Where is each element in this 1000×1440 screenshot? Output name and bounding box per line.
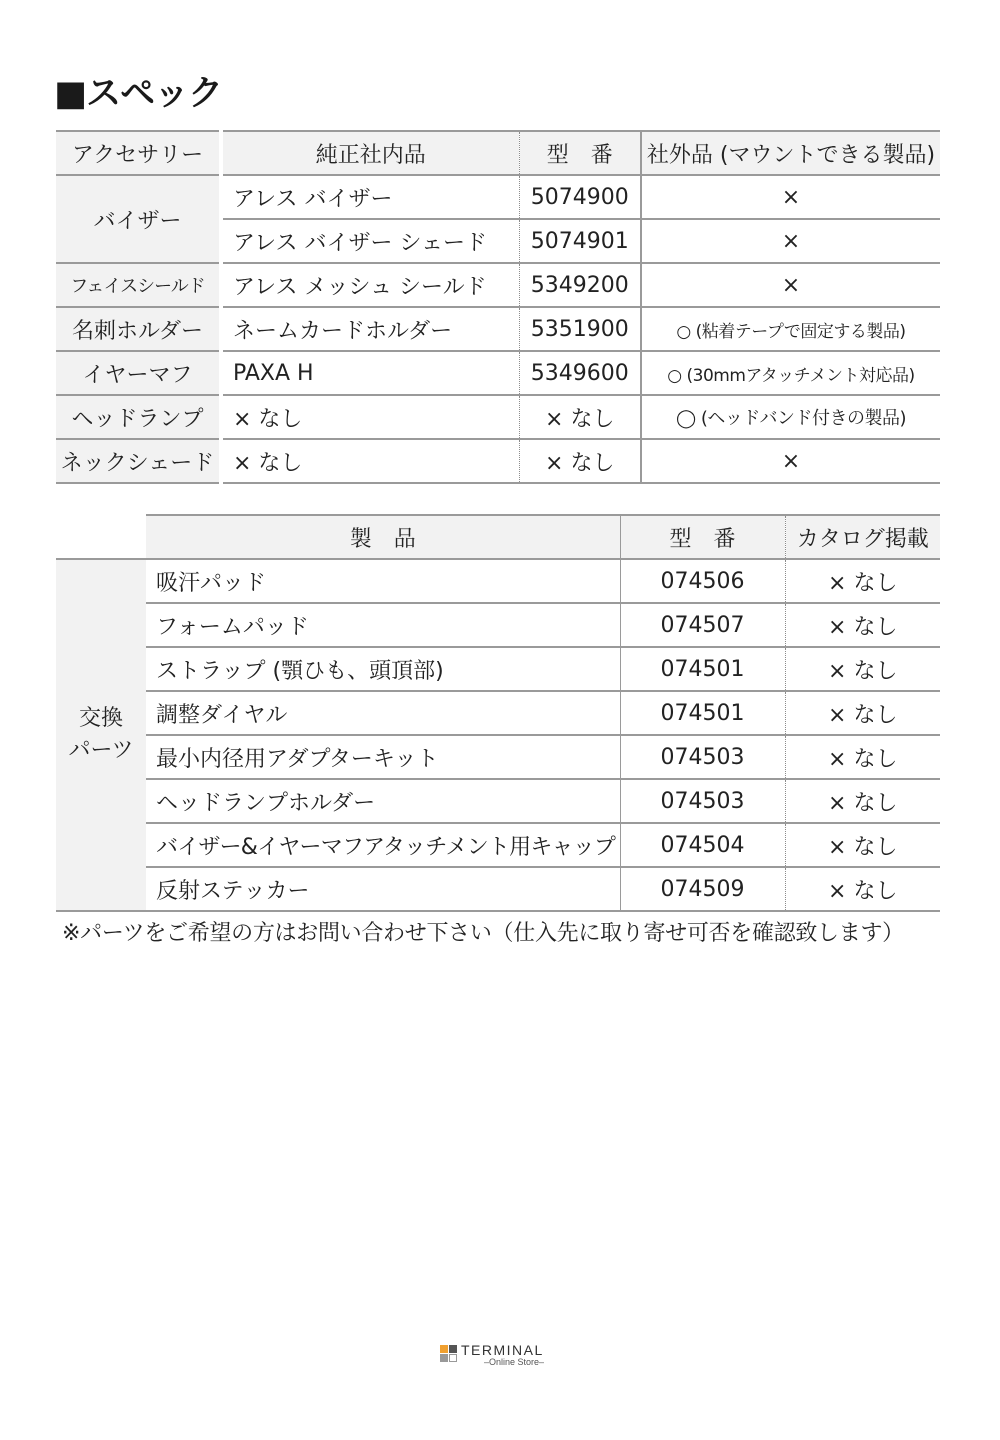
header-catalog: カタログ掲載 — [785, 515, 940, 559]
table-row — [56, 823, 940, 867]
header-genuine: 純正社内品 — [221, 131, 519, 175]
catalog-status: × なし — [785, 559, 940, 603]
spec-table-header — [56, 131, 940, 175]
part-name: 調整ダイヤル — [146, 691, 620, 735]
catalog-status: × なし — [785, 603, 940, 647]
logo-mark-icon — [440, 1345, 458, 1363]
part-name: ストラップ (顎ひも、頭頂部) — [146, 647, 620, 691]
product-code: 5349600 — [519, 351, 641, 395]
table-row — [56, 691, 940, 735]
table-row — [56, 307, 940, 351]
header-product: 製 品 — [146, 515, 620, 559]
table-row — [56, 263, 940, 307]
external-compat: ○ (粘着テープで固定する製品) — [641, 307, 940, 351]
part-name: ヘッドランプホルダー — [146, 779, 620, 823]
table-row — [56, 395, 940, 439]
external-compat: × — [641, 219, 940, 263]
product-name: PAXA H — [221, 351, 519, 395]
product-code: × なし — [519, 439, 641, 483]
category-neck-shade: ネックシェード — [56, 439, 221, 483]
product-name: ネームカードホルダー — [221, 307, 519, 351]
header-external: 社外品 (マウントできる製品) — [641, 131, 940, 175]
part-name: 最小内径用アダプターキット — [146, 735, 620, 779]
product-name: × なし — [221, 439, 519, 483]
header-model-number: 型 番 — [519, 131, 641, 175]
category-earmuff: イヤーマフ — [56, 351, 221, 395]
terminal-logo — [440, 1344, 570, 1368]
parts-table-header — [56, 515, 940, 559]
table-row — [56, 439, 940, 483]
part-code: 074509 — [620, 867, 785, 911]
catalog-status: × なし — [785, 823, 940, 867]
part-name: 反射ステッカー — [146, 867, 620, 911]
external-compat: × — [641, 175, 940, 219]
table-row — [56, 867, 940, 911]
product-code: 5349200 — [519, 263, 641, 307]
header-blank — [56, 515, 146, 559]
parts-note: ※パーツをご希望の方はお問い合わせ下さい（仕入先に取り寄せ可否を確認致します） — [62, 921, 904, 946]
table-row — [56, 779, 940, 823]
external-compat: ○ (30mmアタッチメント対応品) — [641, 351, 940, 395]
parts-table — [56, 514, 940, 912]
catalog-status: × なし — [785, 691, 940, 735]
catalog-status: × なし — [785, 867, 940, 911]
part-code: 074503 — [620, 779, 785, 823]
product-name: アレス メッシュ シールド — [221, 263, 519, 307]
category-headlamp: ヘッドランプ — [56, 395, 221, 439]
product-code: × なし — [519, 395, 641, 439]
header-accessory: アクセサリー — [56, 131, 221, 175]
part-code: 074503 — [620, 735, 785, 779]
external-compat: ◯ (ヘッドバンド付きの製品) — [641, 395, 940, 439]
category-name-holder: 名刺ホルダー — [56, 307, 221, 351]
part-code: 074506 — [620, 559, 785, 603]
catalog-status: × なし — [785, 647, 940, 691]
table-row — [56, 175, 940, 219]
category-face-shield: フェイスシールド — [56, 263, 221, 307]
category-visor: バイザー — [56, 175, 221, 263]
table-row — [56, 351, 940, 395]
part-name: 吸汗パッド — [146, 559, 620, 603]
part-code: 074504 — [620, 823, 785, 867]
category-replacement-parts: 交換 パーツ — [56, 559, 146, 911]
table-row — [56, 559, 940, 603]
product-code: 5351900 — [519, 307, 641, 351]
product-name: アレス バイザー — [221, 175, 519, 219]
product-name: × なし — [221, 395, 519, 439]
product-code: 5074900 — [519, 175, 641, 219]
logo-name: TERMINAL — [461, 1342, 544, 1358]
part-code: 074501 — [620, 647, 785, 691]
header-model-number: 型 番 — [620, 515, 785, 559]
part-code: 074501 — [620, 691, 785, 735]
catalog-status: × なし — [785, 735, 940, 779]
external-compat: × — [641, 263, 940, 307]
page-title: ■スペック — [54, 74, 223, 114]
part-code: 074507 — [620, 603, 785, 647]
product-name: アレス バイザー シェード — [221, 219, 519, 263]
catalog-status: × なし — [785, 779, 940, 823]
table-row — [56, 735, 940, 779]
logo-subtitle: –Online Store– — [484, 1357, 545, 1367]
spec-table — [56, 130, 940, 484]
table-row — [56, 647, 940, 691]
product-code: 5074901 — [519, 219, 641, 263]
part-name: フォームパッド — [146, 603, 620, 647]
external-compat: × — [641, 439, 940, 483]
part-name: バイザー&イヤーマフアタッチメント用キャップ — [146, 823, 620, 867]
table-row — [56, 603, 940, 647]
